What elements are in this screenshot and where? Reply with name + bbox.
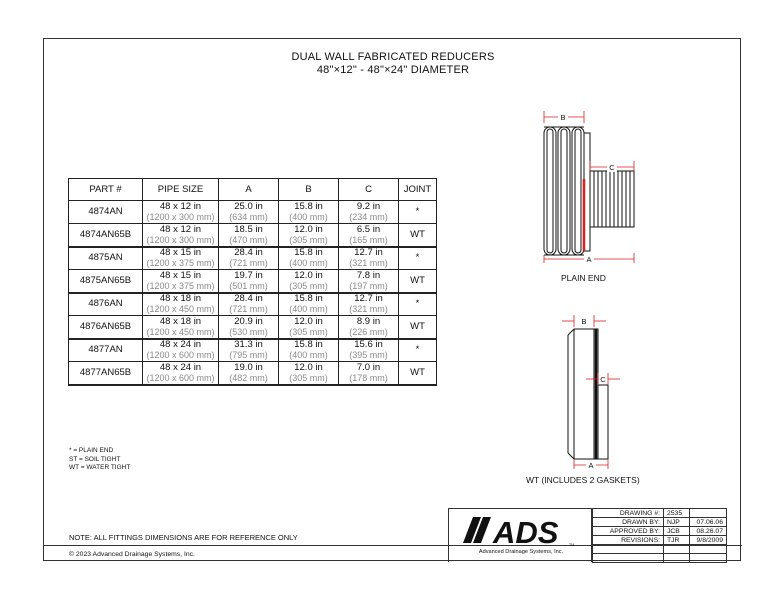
table-header-row (69, 179, 437, 201)
legend-plain-end: * = PLAIN END (69, 447, 114, 454)
legend-soil-tight: ST = SOIL TIGHT (69, 455, 121, 463)
tb-approved-date: 08.26.07 (690, 527, 727, 536)
table-row (69, 293, 437, 316)
dim-c-cell-value: 12.7 in (354, 293, 383, 305)
dim-c-cell-value: 15.6 in (354, 339, 383, 351)
dim-c-cell-metric: (165 mm) (349, 234, 388, 245)
dim-b-cell-metric: (305 mm) (289, 234, 328, 245)
tb-revisions-date: 9/8/2009 (690, 536, 727, 545)
table-row (69, 339, 437, 362)
dim-a-cell-metric: (721 mm) (229, 304, 268, 315)
joint-cell (399, 339, 437, 362)
dim-b-cell-metric: (305 mm) (289, 326, 328, 337)
pipe-size-cell (143, 316, 219, 339)
dim-a-cell-value: 19.7 in (234, 269, 263, 281)
wt-caption: WT (INCLUDES 2 GASKETS) (526, 475, 640, 485)
dim-b-cell-metric: (400 mm) (289, 212, 328, 222)
dim-a-cell-value: 18.5 in (234, 223, 263, 235)
legend (69, 447, 130, 473)
plain-end-drawing (522, 103, 642, 263)
dim-b-cell-value: 15.8 in (294, 293, 323, 305)
tb-drawing-value: 2535 (664, 509, 690, 518)
joint-cell-value: * (415, 298, 420, 310)
dim-a-cell (219, 201, 279, 224)
pipe-size-cell-value: 48 x 18 in (159, 293, 202, 305)
plain-dim-a: A (586, 255, 592, 263)
dim-b-cell-value: 12.0 in (294, 269, 323, 281)
dim-a-cell (219, 247, 279, 270)
sheet-title (44, 51, 742, 77)
ads-logo (448, 508, 592, 562)
dim-a-cell-value: 28.4 in (234, 247, 263, 259)
dim-b-cell (279, 270, 339, 293)
joint-cell (399, 224, 437, 247)
part-cell-value: 4874AN (88, 206, 123, 217)
pipe-size-cell-metric: (1200 x 375 mm) (146, 258, 215, 269)
joint-cell-value: WT (410, 320, 425, 332)
joint-cell (399, 316, 437, 339)
plain-end-caption: PLAIN END (561, 273, 606, 283)
header-b: B (279, 179, 339, 201)
part-cell-value: 4877AN (88, 344, 123, 356)
dim-c-cell-metric: (321 mm) (349, 304, 388, 315)
part-cell (69, 339, 143, 362)
joint-cell-value: * (415, 252, 420, 264)
dim-a-cell-metric: (795 mm) (229, 350, 268, 361)
joint-cell (399, 293, 437, 316)
reference-note: NOTE: ALL FITTINGS DIMENSIONS ARE FOR REFERENCE ONLY (69, 533, 298, 542)
drawing-sheet (43, 38, 741, 561)
copyright: © 2023 Advanced Drainage Systems, Inc. (69, 551, 195, 558)
pipe-size-cell-value: 48 x 12 in (159, 223, 202, 235)
plain-dim-b: B (560, 113, 566, 122)
dim-a-cell-value: 31.3 in (234, 339, 263, 351)
pipe-size-cell (143, 270, 219, 293)
dim-c-cell (339, 247, 399, 270)
tb-approved-label: APPROVED BY: (593, 527, 664, 536)
header-part: PART # (69, 179, 143, 201)
header-joint: JOINT (399, 179, 437, 201)
joint-cell-value: WT (410, 228, 425, 240)
pipe-size-cell (143, 201, 219, 224)
dimensions-table (68, 178, 437, 386)
ads-company-name: Advanced Drainage Systems, Inc. (478, 549, 564, 555)
tb-revisions-by: TJR (664, 536, 690, 545)
dim-c-cell-metric: (178 mm) (349, 372, 388, 383)
dim-c-cell-metric: (321 mm) (349, 258, 388, 269)
dim-a-cell-metric: (721 mm) (229, 258, 268, 269)
tb-row-drawing (593, 509, 727, 518)
joint-cell (399, 201, 437, 224)
tb-drawn-by: NJP (664, 518, 690, 527)
header-c: C (339, 179, 399, 201)
pipe-size-cell (143, 224, 219, 247)
dim-b-cell-value: 12.0 in (294, 315, 323, 327)
dim-b-cell (279, 293, 339, 316)
part-cell (69, 201, 143, 224)
dim-c-cell-metric: (226 mm) (349, 326, 388, 337)
tb-row-drawn (593, 518, 727, 527)
dim-b-cell-value: 12.0 in (294, 361, 323, 373)
dim-a-cell-metric: (634 mm) (229, 212, 268, 222)
part-cell (69, 247, 143, 270)
dim-a-cell (219, 339, 279, 362)
dim-c-cell (339, 293, 399, 316)
dim-c-cell-metric: (234 mm) (349, 212, 388, 222)
pipe-size-cell (143, 247, 219, 270)
tb-drawn-label: DRAWN BY: (593, 518, 664, 527)
dim-b-cell (279, 339, 339, 362)
dim-c-cell (339, 316, 399, 339)
dim-a-cell (219, 316, 279, 339)
dim-b-cell-metric: (400 mm) (289, 350, 328, 361)
part-cell (69, 316, 143, 339)
dim-b-cell (279, 247, 339, 270)
ads-logo-mark (449, 509, 593, 563)
dim-a-cell-value: 20.9 in (234, 315, 263, 327)
header-pipe-size: PIPE SIZE (143, 179, 219, 201)
dim-b-cell-metric: (400 mm) (289, 258, 328, 269)
dim-b-cell (279, 362, 339, 385)
dim-c-cell-value: 7.8 in (356, 269, 381, 281)
part-cell (69, 362, 143, 385)
dim-a-cell-metric: (470 mm) (229, 234, 268, 245)
dim-b-cell (279, 316, 339, 339)
dim-c-cell-metric: (197 mm) (349, 280, 388, 291)
wt-dim-b: B (581, 317, 587, 326)
dim-b-cell-metric: (305 mm) (289, 372, 328, 383)
title-line-2: 48"×12" - 48"×24" DIAMETER (316, 64, 470, 76)
ads-trademark: TM (569, 543, 575, 547)
wt-dim-a: A (588, 461, 594, 470)
pipe-size-cell-metric: (1200 x 300 mm) (146, 212, 215, 222)
joint-cell-value: * (415, 206, 420, 217)
pipe-size-cell (143, 339, 219, 362)
joint-cell-value: WT (410, 366, 425, 378)
pipe-size-cell-value: 48 x 12 in (159, 201, 202, 212)
dim-c-cell-value: 7.0 in (356, 361, 381, 373)
dim-b-cell-value: 15.8 in (294, 201, 323, 212)
table-row (69, 270, 437, 293)
pipe-size-cell-metric: (1200 x 600 mm) (146, 350, 215, 361)
wt-dim-c: C (600, 375, 606, 384)
pipe-size-cell-value: 48 x 15 in (159, 247, 202, 259)
dim-b-cell-value: 15.8 in (294, 339, 323, 351)
tb-row-revisions (593, 536, 727, 545)
dim-a-cell-metric: (482 mm) (229, 372, 268, 383)
dim-c-cell-value: 9.2 in (356, 201, 381, 212)
dim-b-cell-value: 15.8 in (294, 247, 323, 259)
title-block (592, 508, 727, 563)
legend-water-tight: WT = WATER TIGHT (69, 464, 131, 471)
dim-a-cell (219, 362, 279, 385)
tb-revisions-label: REVISIONS: (593, 536, 664, 545)
dim-b-cell-metric: (400 mm) (289, 304, 328, 315)
part-cell-value: 4875AN65B (79, 274, 132, 286)
tb-drawing-label: DRAWING #: (593, 509, 664, 518)
table-row (69, 316, 437, 339)
pipe-size-cell-metric: (1200 x 375 mm) (146, 280, 215, 291)
pipe-size-cell-value: 48 x 24 in (159, 361, 202, 373)
tb-row-blank-1 (593, 545, 727, 554)
pipe-size-cell-metric: (1200 x 600 mm) (146, 372, 215, 383)
dim-c-cell (339, 362, 399, 385)
dim-c-cell-value: 8.9 in (356, 315, 381, 327)
part-cell-value: 4876AN65B (79, 320, 132, 332)
joint-cell (399, 362, 437, 385)
dim-a-cell-value: 19.0 in (234, 361, 263, 373)
header-a: A (219, 179, 279, 201)
table-row (69, 247, 437, 270)
ads-wordmark: ADS (493, 515, 559, 550)
joint-cell (399, 247, 437, 270)
pipe-size-cell-metric: (1200 x 450 mm) (146, 326, 215, 337)
dim-c-cell (339, 201, 399, 224)
table-row (69, 362, 437, 385)
dim-c-cell (339, 270, 399, 293)
table-row (69, 224, 437, 247)
joint-cell-value: WT (410, 274, 425, 286)
dim-c-cell (339, 224, 399, 247)
pipe-size-cell (143, 362, 219, 385)
part-cell-value: 4876AN (88, 298, 123, 310)
wt-drawing (522, 309, 642, 471)
title-line-1: DUAL WALL FABRICATED REDUCERS (291, 51, 495, 63)
dim-a-cell (219, 293, 279, 316)
dim-c-cell-value: 6.5 in (356, 223, 381, 235)
tb-row-blank-2 (593, 554, 727, 563)
tb-drawing-empty (690, 509, 727, 518)
tb-row-approved (593, 527, 727, 536)
part-cell-value: 4877AN65B (79, 366, 132, 378)
pipe-size-cell-value: 48 x 24 in (159, 339, 202, 351)
tb-approved-by: JCB (664, 527, 690, 536)
dim-a-cell (219, 270, 279, 293)
dim-b-cell-metric: (305 mm) (289, 280, 328, 291)
pipe-size-cell-metric: (1200 x 300 mm) (146, 234, 215, 245)
joint-cell (399, 270, 437, 293)
pipe-size-cell (143, 293, 219, 316)
dim-c-cell (339, 339, 399, 362)
dim-a-cell-value: 25.0 in (234, 201, 263, 212)
dim-a-cell (219, 224, 279, 247)
dim-b-cell (279, 224, 339, 247)
pipe-size-cell-metric: (1200 x 450 mm) (146, 304, 215, 315)
part-cell (69, 270, 143, 293)
tb-drawn-date: 07.06.06 (690, 518, 727, 527)
joint-cell-value: * (415, 344, 420, 356)
dim-a-cell-metric: (530 mm) (229, 326, 268, 337)
plain-dim-c: C (609, 163, 615, 172)
part-cell (69, 293, 143, 316)
dim-c-cell-metric: (395 mm) (349, 350, 388, 361)
pipe-size-cell-value: 48 x 15 in (159, 269, 202, 281)
dim-a-cell-value: 28.4 in (234, 293, 263, 305)
dim-b-cell (279, 201, 339, 224)
dim-c-cell-value: 12.7 in (354, 247, 383, 259)
table-row (69, 201, 437, 224)
dim-a-cell-metric: (501 mm) (229, 280, 268, 291)
part-cell (69, 224, 143, 247)
part-cell-value: 4875AN (88, 252, 123, 264)
part-cell-value: 4874AN65B (79, 228, 132, 240)
pipe-size-cell-value: 48 x 18 in (159, 315, 202, 327)
dim-b-cell-value: 12.0 in (294, 223, 323, 235)
